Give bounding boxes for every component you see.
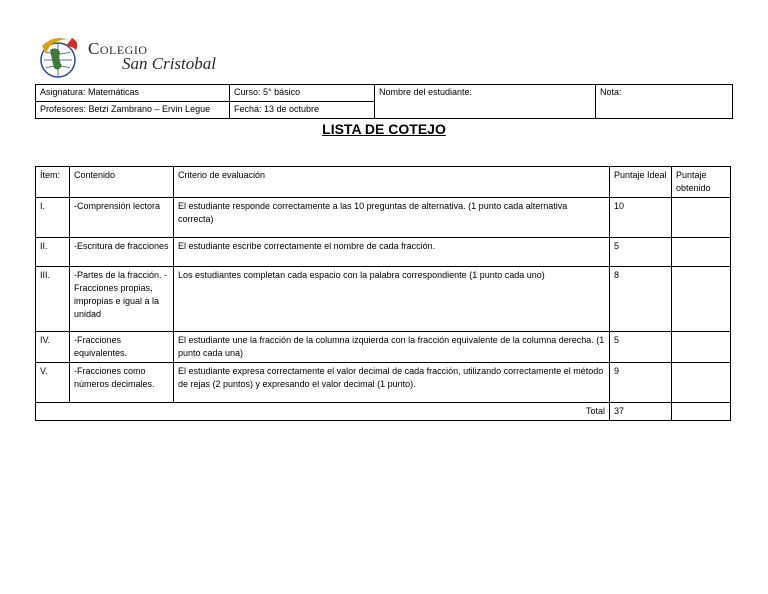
table-row [36, 267, 731, 332]
header-content: Contenido [70, 167, 174, 198]
item-number: III. [36, 267, 70, 332]
obtained-score-cell [672, 332, 731, 363]
obtained-score-cell [672, 363, 731, 403]
item-number: V. [36, 363, 70, 403]
date-cell: Fecha: 13 de octubre [230, 102, 375, 119]
ideal-score-cell: 5 [610, 332, 672, 363]
ideal-score-cell: 9 [610, 363, 672, 403]
ideal-score-cell: 5 [610, 238, 672, 267]
content-cell: -Fracciones equivalentes. [70, 332, 174, 363]
student-name-cell: Nombre del estudiante: [375, 85, 596, 119]
table-row [36, 238, 731, 267]
total-obtained-cell [672, 403, 731, 421]
total-label: Total [36, 403, 610, 421]
item-number: I. [36, 198, 70, 238]
checklist-table [35, 166, 731, 421]
ideal-score-cell: 10 [610, 198, 672, 238]
content-cell: -Fracciones como números decimales. [70, 363, 174, 403]
ideal-score-cell: 8 [610, 267, 672, 332]
header-criteria: Criterio de evaluación [174, 167, 610, 198]
globe-emblem-icon [36, 32, 86, 80]
criteria-cell: Los estudiantes completan cada espacio con la palabra correspondiente (1 punto cada uno) [174, 267, 610, 332]
total-row [36, 403, 731, 421]
teachers-cell: Profesores: Betzi Zambrano – Ervin Legue [36, 102, 230, 119]
header-obtained-score: Puntaje obtenido [672, 167, 731, 198]
table-row [36, 198, 731, 238]
item-number: II. [36, 238, 70, 267]
table-row [36, 363, 731, 403]
obtained-score-cell [672, 238, 731, 267]
criteria-cell: El estudiante escribe correctamente el nombre de cada fracción. [174, 238, 610, 267]
grade-cell: Nota: [596, 85, 733, 119]
table-row [36, 332, 731, 363]
content-cell: -Comprensión lectora [70, 198, 174, 238]
total-value: 37 [610, 403, 672, 421]
obtained-score-cell [672, 267, 731, 332]
obtained-score-cell [672, 198, 731, 238]
content-cell: -Escritura de fracciones [70, 238, 174, 267]
header-info-table [35, 84, 733, 119]
school-logo [36, 32, 216, 82]
logo-school-word: Colegio [88, 39, 148, 58]
table-header-row [36, 167, 731, 198]
criteria-cell: El estudiante une la fracción de la columna izquierda con la fracción equivalente de la columna derecha. (1 punto cada una) [174, 332, 610, 363]
content-cell: -Partes de la fracción. -Fracciones propias, impropias e igual a la unidad [70, 267, 174, 332]
subject-cell: Asignatura: Matemáticas [36, 85, 230, 102]
item-number: IV. [36, 332, 70, 363]
page-title: LISTA DE COTEJO [322, 121, 446, 137]
logo-school-name: San Cristobal [122, 54, 216, 73]
criteria-cell: El estudiante responde correctamente a las 10 preguntas de alternativa. (1 punto cada alternativa correcta) [174, 198, 610, 238]
header-ideal-score: Puntaje Ideal [610, 167, 672, 198]
criteria-cell: El estudiante expresa correctamente el valor decimal de cada fracción, utilizando correctamente el método de rejas (2 puntos) y expresando el valor decimal (1 punto). [174, 363, 610, 403]
header-item: Ítem: [36, 167, 70, 198]
course-cell: Curso: 5° básico [230, 85, 375, 102]
